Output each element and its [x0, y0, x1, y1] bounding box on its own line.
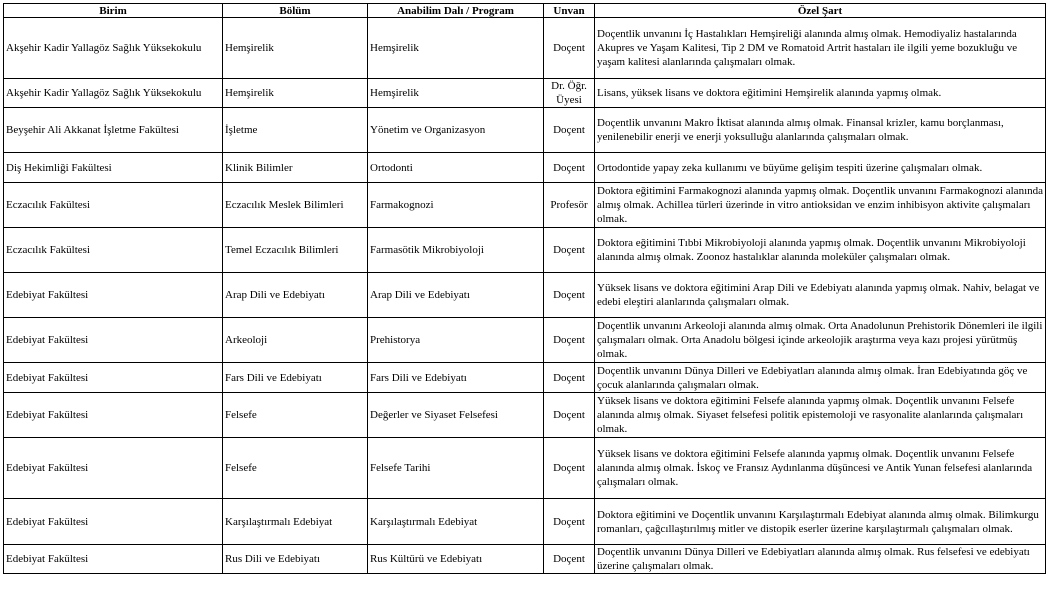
- table-row: [4, 545, 1046, 574]
- cell-birim: Akşehir Kadir Yallagöz Sağlık Yüksekokulu: [4, 18, 223, 79]
- table-row: [4, 153, 1046, 183]
- cell-unvan: Doçent: [544, 273, 595, 318]
- cell-bolum: Arkeoloji: [223, 318, 368, 363]
- cell-birim: Eczacılık Fakültesi: [4, 228, 223, 273]
- cell-bolum: Temel Eczacılık Bilimleri: [223, 228, 368, 273]
- cell-bolum: Karşılaştırmalı Edebiyat: [223, 499, 368, 545]
- cell-program: Prehistorya: [368, 318, 544, 363]
- cell-unvan: Doçent: [544, 153, 595, 183]
- cell-program: Arap Dili ve Edebiyatı: [368, 273, 544, 318]
- cell-birim: Edebiyat Fakültesi: [4, 363, 223, 393]
- cell-ozel-sart: Doçentlik unvanını Makro İktisat alanında almış olmak. Finansal krizler, kamu borçlanması, yenilenebilir enerji ve enerji yoksulluğu alanlarında çalışmaları olmak.: [595, 108, 1046, 153]
- table-row: [4, 183, 1046, 228]
- table-row: [4, 393, 1046, 438]
- cell-birim: Akşehir Kadir Yallagöz Sağlık Yüksekokulu: [4, 79, 223, 108]
- cell-birim: Edebiyat Fakültesi: [4, 545, 223, 574]
- cell-unvan: Doçent: [544, 108, 595, 153]
- cell-unvan: Doçent: [544, 228, 595, 273]
- cell-bolum: İşletme: [223, 108, 368, 153]
- cell-program: Farmakognozi: [368, 183, 544, 228]
- cell-program: Rus Kültürü ve Edebiyatı: [368, 545, 544, 574]
- cell-bolum: Klinik Bilimler: [223, 153, 368, 183]
- header-program: Anabilim Dalı / Program: [368, 4, 544, 18]
- cell-bolum: Rus Dili ve Edebiyatı: [223, 545, 368, 574]
- cell-unvan: Doçent: [544, 438, 595, 499]
- cell-birim: Beyşehir Ali Akkanat İşletme Fakültesi: [4, 108, 223, 153]
- cell-ozel-sart: Doçentlik unvanını Arkeoloji alanında almış olmak. Orta Anadolunun Prehistorik Dönemleri ile ilgili çalışmaları olmak. Orta Anadolu bölgesi içinde arkeolojik araştırma veya kazı projesi yürütmüş olmak.: [595, 318, 1046, 363]
- table-row: [4, 108, 1046, 153]
- table-row: [4, 228, 1046, 273]
- cell-birim: Edebiyat Fakültesi: [4, 499, 223, 545]
- header-birim: Birim: [4, 4, 223, 18]
- cell-birim: Eczacılık Fakültesi: [4, 183, 223, 228]
- header-unvan: Unvan: [544, 4, 595, 18]
- cell-ozel-sart: Ortodontide yapay zeka kullanımı ve büyüme gelişim tespiti üzerine çalışmaları olmak.: [595, 153, 1046, 183]
- cell-ozel-sart: Doçentlik unvanını Dünya Dilleri ve Edebiyatları alanında almış olmak. İran Edebiyatında göç ve çocuk alanlarında çalışmaları olmak.: [595, 363, 1046, 393]
- cell-ozel-sart: Doktora eğitimini Farmakognozi alanında yapmış olmak. Doçentlik unvanını Farmakognozi alanında almış olmak. Achillea türleri üzerinde in vitro antioksidan ve enzim inhibisyon aktivite çalışmaları olmak.: [595, 183, 1046, 228]
- cell-unvan: Doçent: [544, 545, 595, 574]
- cell-program: Farmasötik Mikrobiyoloji: [368, 228, 544, 273]
- table-row: [4, 438, 1046, 499]
- cell-program: Hemşirelik: [368, 18, 544, 79]
- cell-unvan: Dr. Öğr. Üyesi: [544, 79, 595, 108]
- header-ozel-sart: Özel Şart: [595, 4, 1046, 18]
- cell-birim: Edebiyat Fakültesi: [4, 318, 223, 363]
- cell-bolum: Hemşirelik: [223, 79, 368, 108]
- cell-program: Yönetim ve Organizasyon: [368, 108, 544, 153]
- cell-program: Hemşirelik: [368, 79, 544, 108]
- cell-unvan: Doçent: [544, 499, 595, 545]
- cell-bolum: Felsefe: [223, 393, 368, 438]
- cell-bolum: Felsefe: [223, 438, 368, 499]
- positions-table: [3, 3, 1046, 574]
- cell-ozel-sart: Doçentlik unvanını Dünya Dilleri ve Edebiyatları alanında almış olmak. Rus felsefesi ve edebiyatı üzerine çalışmaları olmak.: [595, 545, 1046, 574]
- cell-bolum: Arap Dili ve Edebiyatı: [223, 273, 368, 318]
- table-row: [4, 79, 1046, 108]
- header-bolum: Bölüm: [223, 4, 368, 18]
- cell-bolum: Fars Dili ve Edebiyatı: [223, 363, 368, 393]
- table-row: [4, 363, 1046, 393]
- cell-bolum: Eczacılık Meslek Bilimleri: [223, 183, 368, 228]
- cell-ozel-sart: Yüksek lisans ve doktora eğitimini Felsefe alanında yapmış olmak. Doçentlik unvanını Felsefe alanında almış olmak. Siyaset felsefesi politik epistemoloji ve rasyonalite alanlarında çalışmaları olmak.: [595, 393, 1046, 438]
- cell-ozel-sart: Yüksek lisans ve doktora eğitimini Arap Dili ve Edebiyatı alanında yapmış olmak. Nahiv, belagat ve edebi eleştiri alanlarında çalışmaları olmak.: [595, 273, 1046, 318]
- cell-program: Ortodonti: [368, 153, 544, 183]
- cell-birim: Edebiyat Fakültesi: [4, 393, 223, 438]
- cell-ozel-sart: Doktora eğitimini Tıbbi Mikrobiyoloji alanında yapmış olmak. Doçentlik unvanını Mikrobiyoloji alanında almış olmak. Zoonoz hastalıklar alanında moleküler çalışmaları olmak.: [595, 228, 1046, 273]
- cell-program: Karşılaştırmalı Edebiyat: [368, 499, 544, 545]
- cell-unvan: Doçent: [544, 18, 595, 79]
- cell-ozel-sart: Doktora eğitimini ve Doçentlik unvanını Karşılaştırmalı Edebiyat alanında almış olmak. Bilimkurgu romanları, çağcıllaştırılmış mitler ve distopik eserler üzerine karşılaştırmalı çalışmaları olmak.: [595, 499, 1046, 545]
- cell-bolum: Hemşirelik: [223, 18, 368, 79]
- cell-unvan: Doçent: [544, 393, 595, 438]
- cell-unvan: Profesör: [544, 183, 595, 228]
- cell-program: Felsefe Tarihi: [368, 438, 544, 499]
- cell-ozel-sart: Lisans, yüksek lisans ve doktora eğitimini Hemşirelik alanında yapmış olmak.: [595, 79, 1046, 108]
- table-row: [4, 18, 1046, 79]
- cell-birim: Edebiyat Fakültesi: [4, 273, 223, 318]
- cell-program: Değerler ve Siyaset Felsefesi: [368, 393, 544, 438]
- table-row: [4, 273, 1046, 318]
- cell-unvan: Doçent: [544, 318, 595, 363]
- table-body: [4, 18, 1046, 574]
- cell-unvan: Doçent: [544, 363, 595, 393]
- cell-birim: Edebiyat Fakültesi: [4, 438, 223, 499]
- cell-birim: Diş Hekimliği Fakültesi: [4, 153, 223, 183]
- table-row: [4, 318, 1046, 363]
- cell-ozel-sart: Doçentlik unvanını İç Hastalıkları Hemşireliği alanında almış olmak. Hemodiyaliz hastalarında Akupres ve Yaşam Kalitesi, Tip 2 DM ve Romatoid Artrit hastaları ile ilgili yeme bozukluğu ve yaşam kalitesi alanlarında çalışmaları olmak.: [595, 18, 1046, 79]
- cell-ozel-sart: Yüksek lisans ve doktora eğitimini Felsefe alanında yapmış olmak. Doçentlik unvanını Felsefe alanında almış olmak. İskoç ve Fransız Aydınlanma düşüncesi ve Antik Yunan felsefesi alanlarında çalışmaları olmak.: [595, 438, 1046, 499]
- cell-program: Fars Dili ve Edebiyatı: [368, 363, 544, 393]
- table-row: [4, 499, 1046, 545]
- header-row: [4, 4, 1046, 18]
